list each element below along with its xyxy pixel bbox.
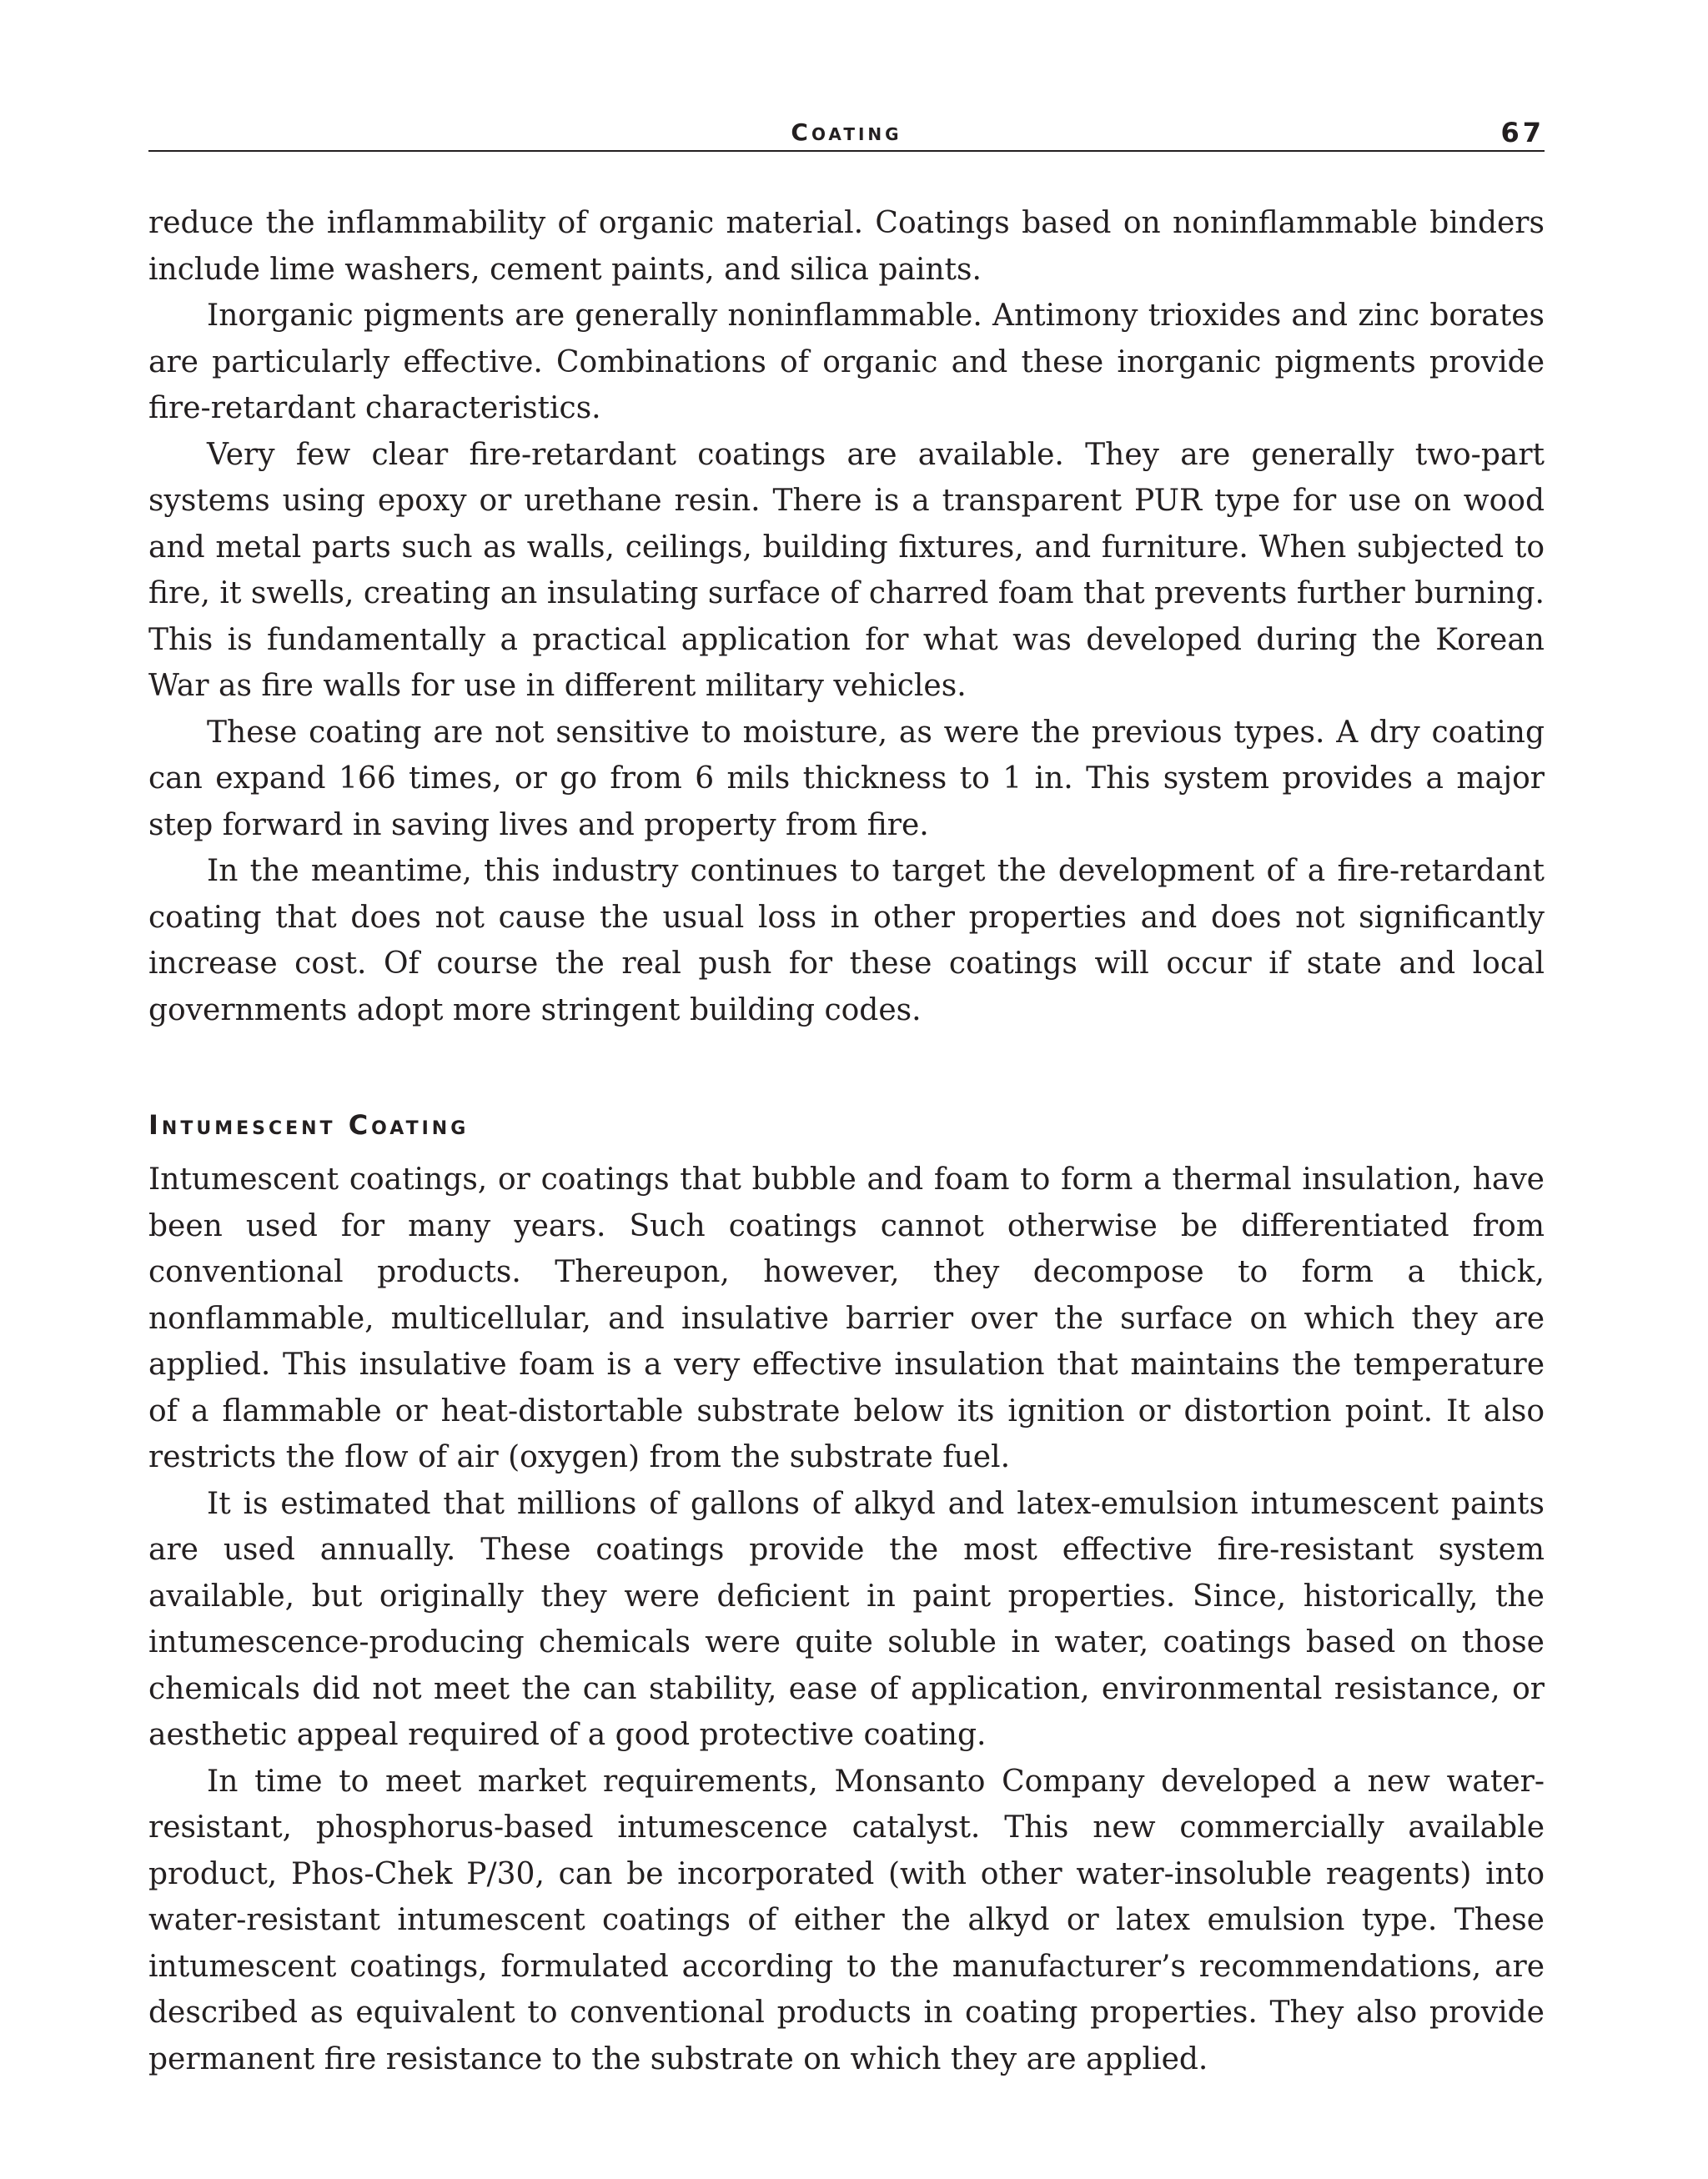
paragraph: In the meantime, this industry continues to target the development of a fire-retardant coating that does not cause the usual loss in other properties and does not significantly increase cost. Of course the real push for these coatings will occur if state and local governments adopt more stringent building codes. [148, 854, 1545, 1027]
paragraph: Very few clear fire-retardant coatings are available. They are generally two-part systems using epoxy or urethane resin. There is a transparent PUR type for use on wood and metal parts such as walls, ceilings, building fixtures, and furniture. When subjected to fire, it swells, creating an insulating surface of charred foam that prevents further burning. This is fundamentally a practical application for what was developed during the Korean War as fire walls for use in different military vehicles. [148, 437, 1545, 703]
body-text [148, 200, 1545, 2082]
running-head [148, 117, 1545, 152]
paragraph: Intumescent coatings, or coatings that bubble and foam to form a thermal insulation, have been used for many years. Such coatings cannot otherwise be differentiated from conventional products. Thereupon, however, they decompose to form a thick, nonflammable, multicellular, and insulative barrier over the surface on which they are applied. This insulative foam is a very effective insulation that maintains the temperature of a flammable or heat-distortable substrate below its ignition or distortion point. It also restricts the flow of air (oxygen) from the substrate fuel. [148, 1162, 1545, 1474]
section-heading: Intumescent Coating [148, 1109, 470, 1141]
paragraph-continued: reduce the inflammability of organic material. Coatings based on noninflammable binders include lime washers, cement paints, and silica paints. [148, 206, 1545, 287]
page-number: 67 [1500, 117, 1545, 148]
paragraph: In time to meet market requirements, Monsanto Company developed a new water-resistant, phosphorus-based intumescence catalyst. This new commercially available product, Phos-Chek P/30, can be incorporated (with other water-insoluble reagents) into water-resistant intumescent coatings of either the alkyd or latex emulsion type. These intumescent coatings, formulated according to the manufacturer’s recommendations, are described as equivalent to conventional products in coating properties. They also provide permanent fire resistance to the substrate on which they are applied. [148, 1764, 1545, 2076]
running-title: Coating [791, 118, 902, 146]
paragraph: Inorganic pigments are generally noninflammable. Antimony trioxides and zinc borates are particularly effective. Combinations of organic and these inorganic pigments provide fire-retardant characteristics. [148, 299, 1545, 425]
paragraph: It is estimated that millions of gallons of alkyd and latex-emulsion intumescent paints are used annually. These coatings provide the most effective fire-resistant system available, but originally they were deficient in paint properties. Since, historically, the intumescence-producing chemicals were quite soluble in water, coatings based on those chemicals did not meet the can stability, ease of application, environmental resistance, or aesthetic appeal required of a good protective coating. [148, 1486, 1545, 1752]
paragraph: These coating are not sensitive to moisture, as were the previous types. A dry coating can expand 166 times, or go from 6 mils thickness to 1 in. This system provides a major step forward in saving lives and property from fire. [148, 715, 1545, 842]
